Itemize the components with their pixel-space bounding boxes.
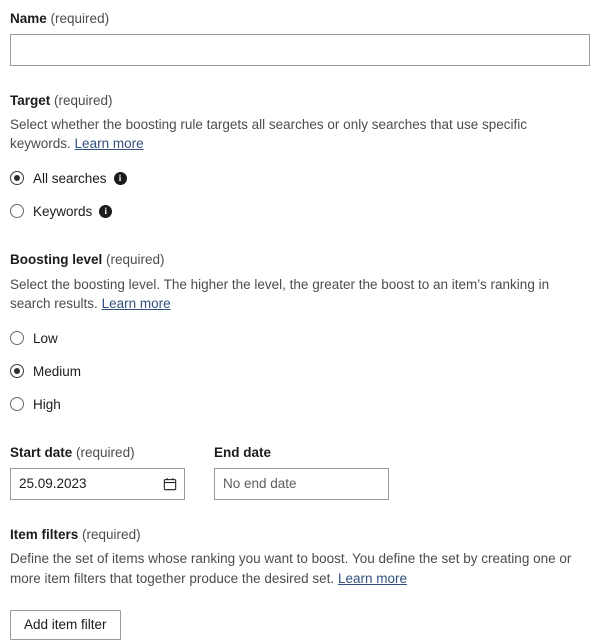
- radio-option-high[interactable]: [10, 393, 590, 415]
- start-date-required-hint: (required): [76, 445, 135, 461]
- radio-all-searches[interactable]: [10, 171, 24, 185]
- item-filters-help: [10, 549, 590, 587]
- start-date-label-text: Start date: [10, 445, 73, 461]
- radio-option-all-searches[interactable]: [10, 167, 590, 189]
- end-date-input[interactable]: [214, 468, 389, 500]
- end-date-field: [214, 444, 389, 500]
- item-filters-required-hint: (required): [82, 526, 141, 542]
- target-label: [10, 92, 590, 110]
- start-date-input[interactable]: [10, 468, 185, 500]
- radio-medium[interactable]: [10, 364, 24, 378]
- boosting-level-required-hint: (required): [106, 252, 165, 268]
- item-filters-learn-more-link[interactable]: Learn more: [337, 570, 407, 586]
- radio-option-keywords[interactable]: [10, 200, 590, 222]
- item-filters-label-text: Item filters: [10, 526, 79, 542]
- boosting-level-learn-more-link[interactable]: Learn more: [101, 296, 171, 312]
- name-label-text: Name: [10, 11, 47, 26]
- radio-label-high: High: [33, 396, 61, 412]
- target-section: [10, 92, 590, 223]
- item-filters-help-text: Define the set of items whose ranking you want to boost. You define the set by creating one or more item filters that together produce the desired set.: [10, 551, 572, 586]
- end-date-label: [214, 444, 389, 462]
- boosting-level-label: [10, 251, 590, 269]
- boosting-level-label-text: Boosting level: [10, 252, 103, 268]
- boosting-level-help: [10, 275, 590, 313]
- boosting-level-help-text: Select the boosting level. The higher the level, the greater the boost to an item’s ranking in search results.: [10, 276, 550, 312]
- radio-label-low: Low: [33, 330, 58, 346]
- radio-low[interactable]: [10, 331, 24, 345]
- item-filters-label: [10, 526, 590, 544]
- radio-label-medium: Medium: [33, 363, 82, 379]
- name-required-hint: (required): [50, 11, 110, 26]
- start-date-field: [10, 444, 185, 500]
- target-label-text: Target: [10, 92, 51, 108]
- radio-option-medium[interactable]: [10, 360, 590, 382]
- name-input[interactable]: [10, 34, 590, 66]
- date-range-section: [10, 444, 590, 500]
- target-learn-more-link[interactable]: Learn more: [74, 136, 144, 152]
- start-date-label: [10, 444, 185, 462]
- radio-keywords[interactable]: [10, 204, 24, 218]
- radio-option-low[interactable]: [10, 327, 590, 349]
- info-icon-all-searches[interactable]: i: [114, 172, 127, 185]
- end-date-label-text: End date: [214, 445, 272, 461]
- item-filters-section: [10, 526, 590, 640]
- radio-high[interactable]: [10, 397, 24, 411]
- name-label: [10, 10, 590, 28]
- end-date-input-wrap: [214, 468, 389, 500]
- add-item-filter-button[interactable]: Add item filter: [10, 610, 121, 640]
- target-help-text: Select whether the boosting rule targets all searches or only searches that use specific keywords.: [10, 117, 528, 152]
- radio-label-all-searches: All searches: [33, 170, 107, 186]
- target-help: [10, 115, 590, 153]
- radio-label-keywords: Keywords: [33, 203, 93, 219]
- start-date-input-wrap: [10, 468, 185, 500]
- calendar-icon[interactable]: [163, 477, 177, 491]
- target-required-hint: (required): [54, 92, 113, 108]
- name-section: [10, 10, 590, 66]
- info-icon-keywords[interactable]: i: [99, 205, 112, 218]
- boosting-level-section: [10, 251, 590, 415]
